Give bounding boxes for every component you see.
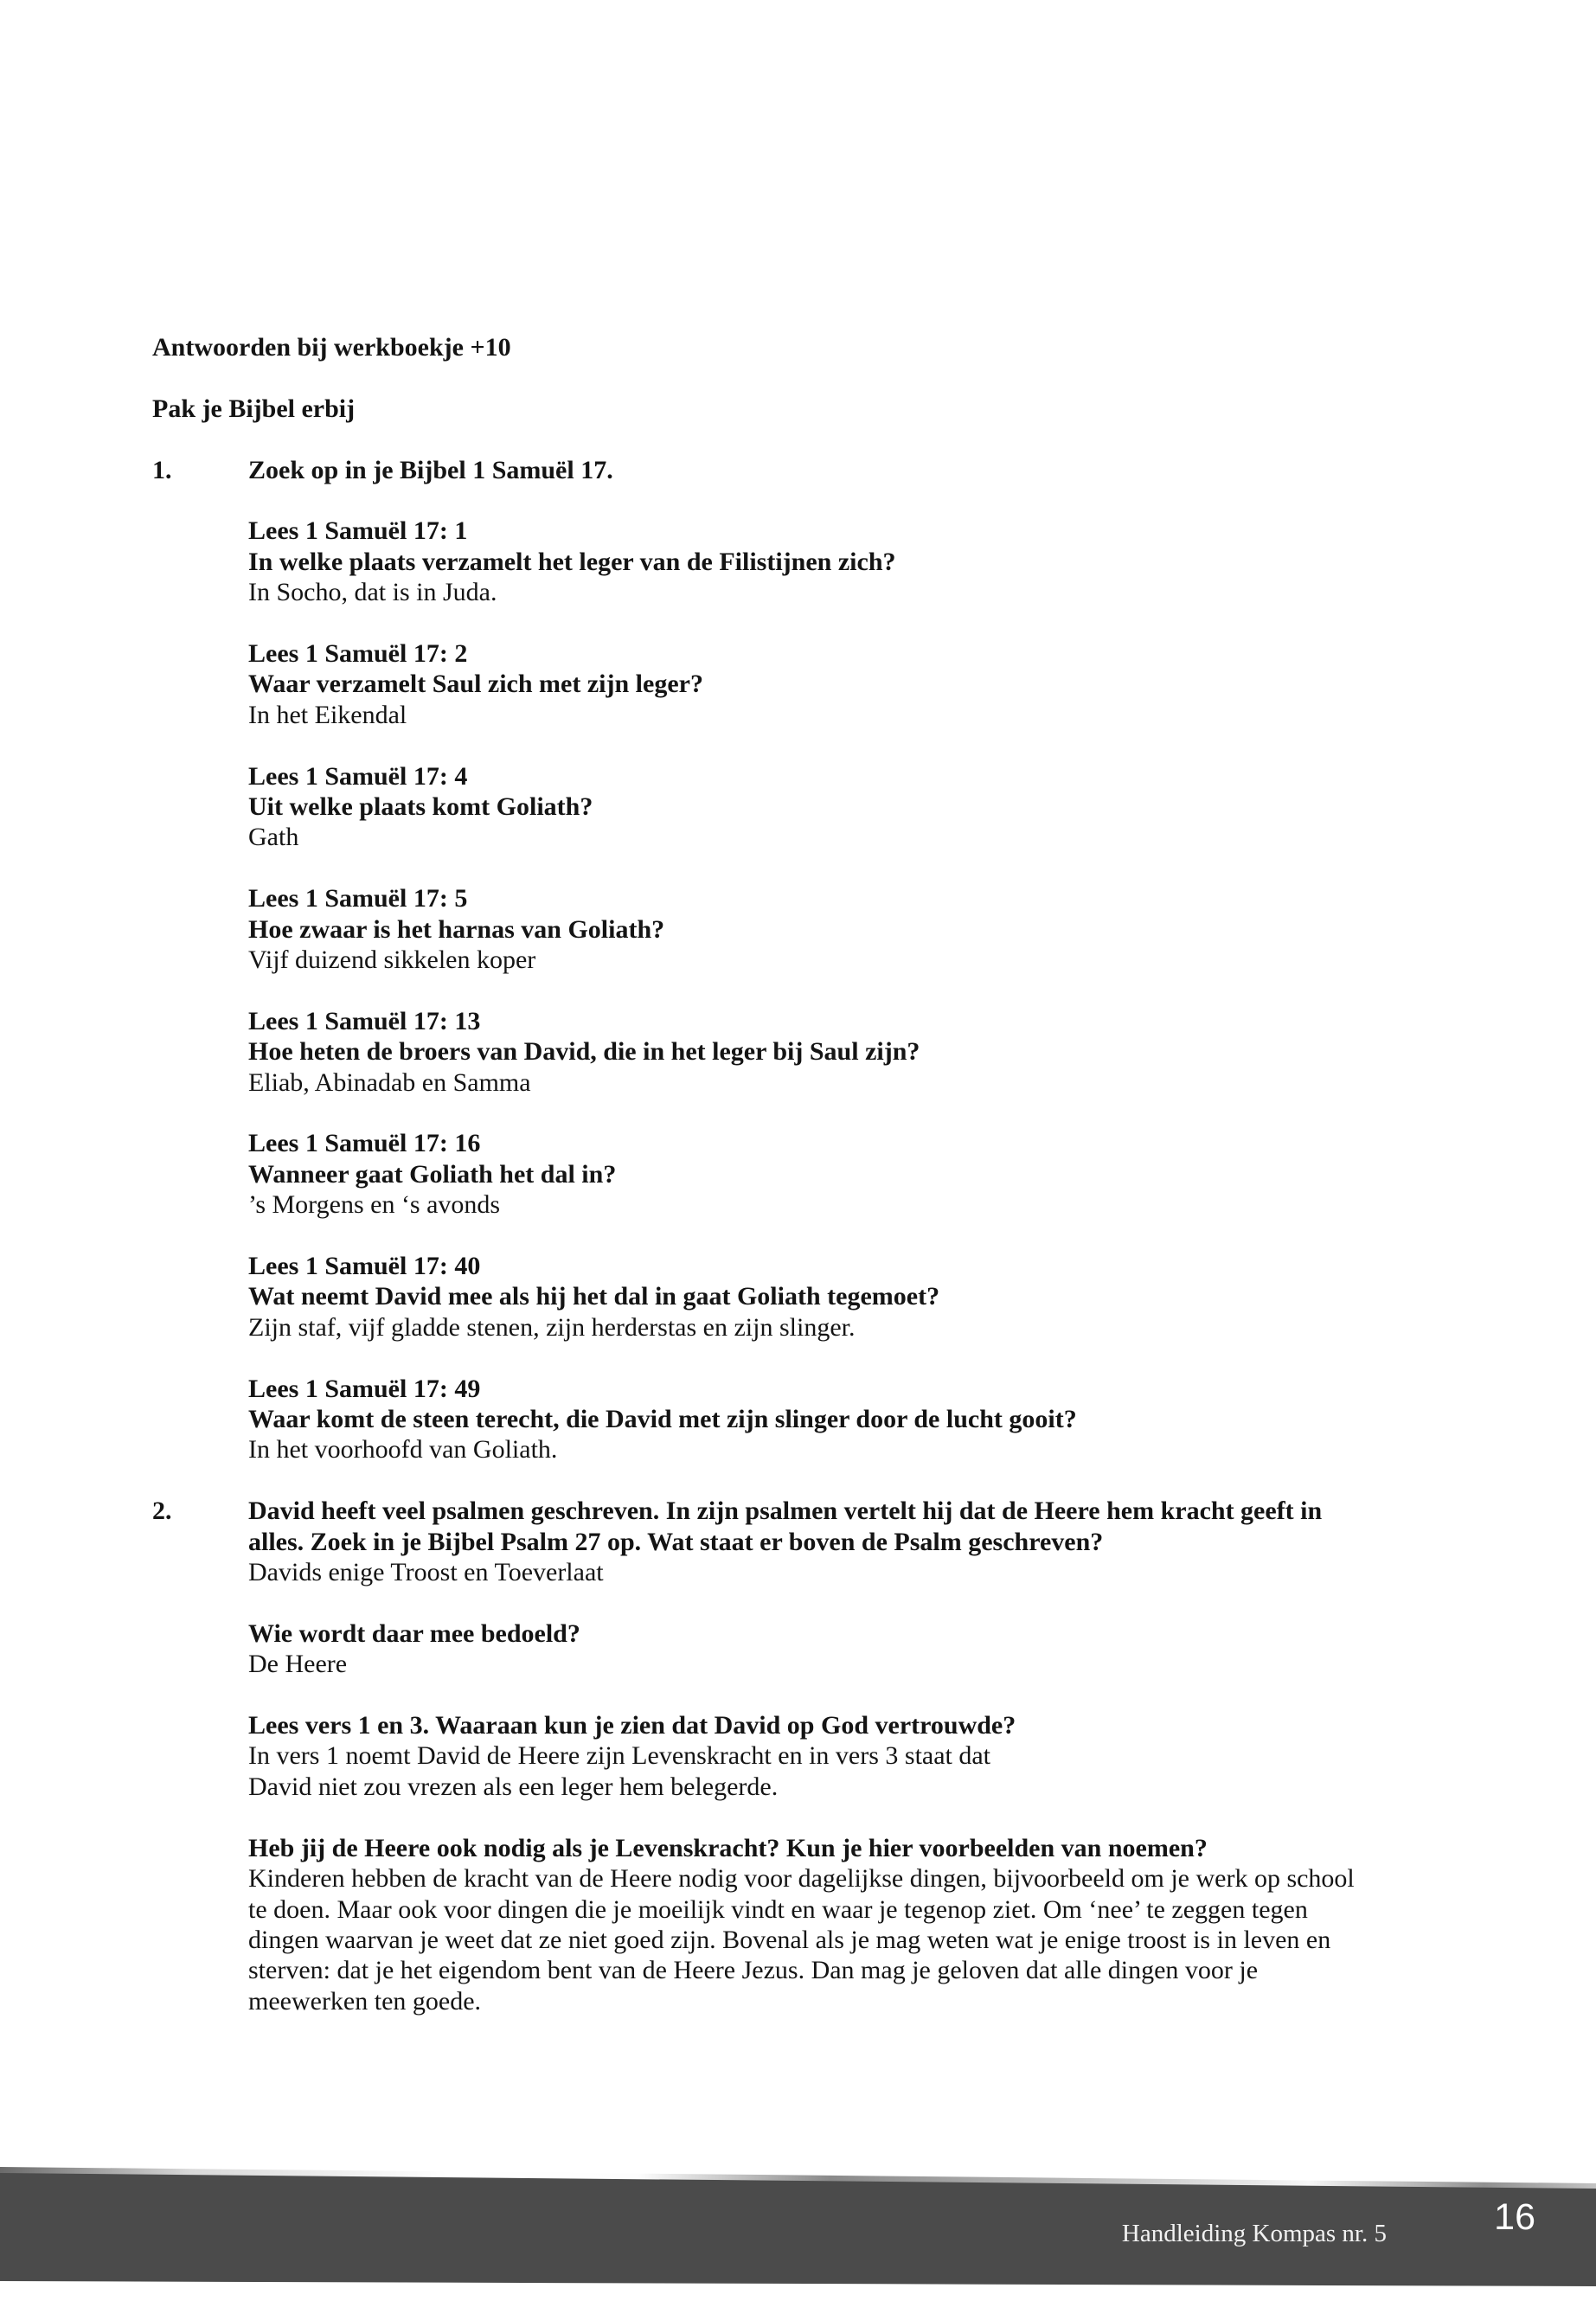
qa-block-17-13	[0, 1006, 1596, 1098]
footer-source-label: Handleiding Kompas nr. 5	[1121, 2220, 1387, 2247]
scripture-ref: Lees 1 Samuël 17: 16	[248, 1129, 481, 1158]
question-1	[0, 455, 1596, 485]
qa-block-17-2	[0, 638, 1596, 730]
answer-text: Zijn staf, vijf gladde stenen, zijn herderstas en zijn slinger.	[248, 1312, 856, 1342]
question-text: Wie wordt daar mee bedoeld?	[248, 1618, 580, 1648]
document-title: Antwoorden bij werkboekje +10	[152, 333, 511, 362]
answer-text: dingen waarvan je weet dat ze niet goed zijn. Bovenal als je mag weten wat je enige troost is in leven en	[248, 1925, 1331, 1954]
question-1-number: 1.	[152, 455, 172, 484]
question-text: Uit welke plaats komt Goliath?	[248, 792, 593, 822]
qa-block-17-16	[0, 1128, 1596, 1220]
question-1-heading: Zoek op in je Bijbel 1 Samuël 17.	[248, 455, 613, 484]
answer-text: ’s Morgens en ‘s avonds	[248, 1190, 501, 1220]
question-2-number: 2.	[152, 1497, 172, 1526]
question-2-heading-line2: alles. Zoek in je Bijbel Psalm 27 op. Wat staat er boven de Psalm geschreven?	[248, 1527, 1104, 1556]
question-text: Hoe zwaar is het harnas van Goliath?	[248, 914, 665, 944]
question-text: In welke plaats verzamelt het leger van de Filistijnen zich?	[248, 547, 896, 576]
answer-text: Kinderen hebben de kracht van de Heere nodig voor dagelijkse dingen, bijvoorbeeld om je werk op school	[248, 1864, 1355, 1894]
question-text: Waar verzamelt Saul zich met zijn leger?	[248, 670, 703, 699]
scripture-ref: Lees 1 Samuël 17: 1	[248, 516, 468, 546]
answer-text: te doen. Maar ook voor dingen die je moeilijk vindt en waar je tegenop ziet. Om ‘nee’ te zeggen tegen	[248, 1894, 1308, 1924]
question-text: Wanneer gaat Goliath het dal in?	[248, 1159, 617, 1189]
scripture-ref: Lees 1 Samuël 17: 4	[248, 761, 468, 791]
scripture-ref: Lees 1 Samuël 17: 2	[248, 639, 468, 668]
qa-block-17-49	[0, 1374, 1596, 1465]
answer-text: De Heere	[248, 1650, 348, 1679]
qa-block-17-5	[0, 883, 1596, 975]
question-text: Waar komt de steen terecht, die David met zijn slinger door de lucht gooit?	[248, 1405, 1077, 1434]
answer-text: meewerken ten goede.	[248, 1986, 482, 2016]
answer-text: sterven: dat je het eigendom bent van de Heere Jezus. Dan mag je geloven dat alle dingen voor je	[248, 1956, 1259, 1985]
qa-block-psalm-meaning	[0, 1618, 1596, 1680]
answer-text: In vers 1 noemt David de Heere zijn Levenskracht en in vers 3 staat dat	[248, 1741, 991, 1771]
question-2	[0, 1496, 1596, 1587]
answer-text: Gath	[248, 823, 299, 852]
question-2-heading-line1: David heeft veel psalmen geschreven. In zijn psalmen vertelt hij dat de Heere hem kracht geeft in	[248, 1497, 1323, 1526]
qa-block-psalm-verses	[0, 1710, 1596, 1802]
question-text: Heb jij de Heere ook nodig als je Levenskracht? Kun je hier voorbeelden van noemen?	[248, 1833, 1208, 1862]
answer-text: Vijf duizend sikkelen koper	[248, 945, 536, 975]
answer-text: David niet zou vrezen als een leger hem belegerde.	[248, 1772, 779, 1801]
scripture-ref: Lees 1 Samuël 17: 13	[248, 1006, 481, 1035]
answer-text: In Socho, dat is in Juda.	[248, 578, 497, 607]
qa-block-levenskracht	[0, 1833, 1596, 2016]
scripture-ref: Lees 1 Samuël 17: 49	[248, 1374, 481, 1403]
answer-text: Eliab, Abinadab en Samma	[248, 1067, 531, 1097]
page-number: 16	[1494, 2196, 1535, 2238]
scripture-ref: Lees 1 Samuël 17: 40	[248, 1252, 481, 1281]
question-text: Wat neemt David mee als hij het dal in gaat Goliath tegemoet?	[248, 1282, 940, 1311]
document-intro: Pak je Bijbel erbij	[152, 394, 356, 423]
answer-text: In het voorhoofd van Goliath.	[248, 1435, 558, 1465]
qa-block-17-40	[0, 1251, 1596, 1343]
scripture-ref: Lees 1 Samuël 17: 5	[248, 884, 468, 913]
qa-block-17-1	[0, 516, 1596, 607]
document-content	[0, 332, 1596, 2016]
qa-block-17-4	[0, 761, 1596, 853]
question-text: Lees vers 1 en 3. Waaraan kun je zien dat David op God vertrouwde?	[248, 1711, 1016, 1740]
answer-text: Davids enige Troost en Toeverlaat	[248, 1558, 604, 1587]
question-text: Hoe heten de broers van David, die in het leger bij Saul zijn?	[248, 1037, 920, 1067]
answer-text: In het Eikendal	[248, 700, 407, 729]
